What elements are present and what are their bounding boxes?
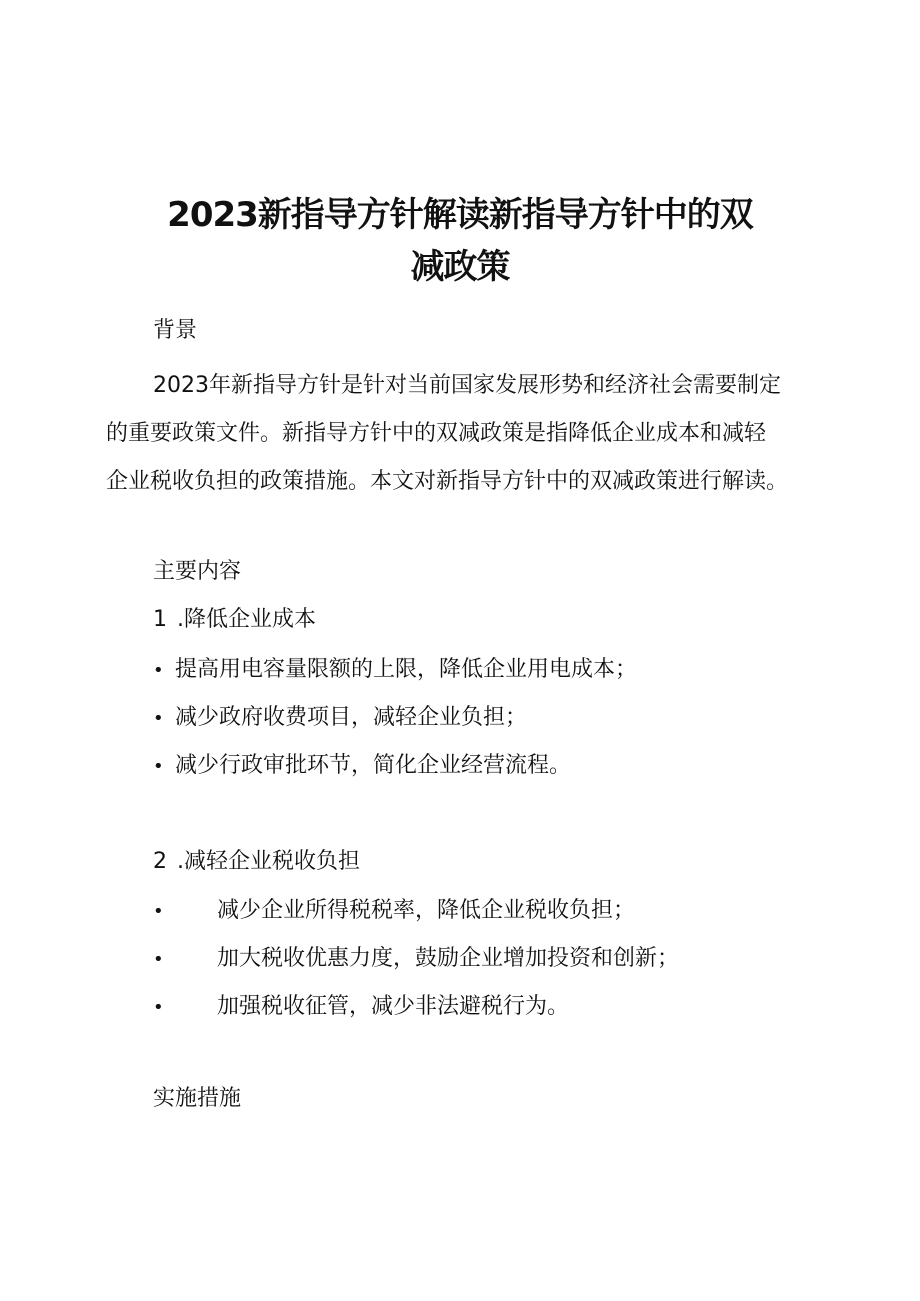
section-1-heading bbox=[153, 605, 316, 635]
background-paragraph bbox=[106, 362, 826, 506]
list-item bbox=[153, 655, 637, 686]
list-item bbox=[153, 944, 679, 975]
list-item bbox=[153, 896, 635, 927]
paragraph-line: 企业税收负担的政策措施。本文对新指导方针中的双减政策进行解读。 bbox=[106, 469, 789, 494]
bullet-icon: • bbox=[153, 660, 164, 681]
bullet-icon: • bbox=[153, 708, 164, 729]
measures-heading: 实施措施 bbox=[153, 1086, 242, 1111]
title-line-2: 减政策 bbox=[410, 246, 510, 287]
list-item-text: 提高用电容量限额的上限，降低企业用电成本； bbox=[175, 657, 638, 682]
section-title: .减轻企业税收负担 bbox=[177, 849, 360, 874]
background-heading: 背景 bbox=[153, 318, 198, 343]
paragraph-line: 2023年新指导方针是针对当前国家发展形势和经济社会需要制定 bbox=[153, 373, 781, 398]
list-item bbox=[153, 703, 527, 734]
section-2-heading bbox=[153, 847, 360, 877]
list-item bbox=[153, 992, 569, 1023]
list-item bbox=[153, 751, 571, 782]
main-content-heading: 主要内容 bbox=[153, 559, 242, 584]
list-item-text: 减少企业所得税税率，降低企业税收负担； bbox=[217, 898, 636, 923]
list-item-text: 加大税收优惠力度，鼓励企业增加投资和创新； bbox=[217, 946, 680, 971]
section-number: 1 bbox=[153, 607, 167, 632]
bullet-icon: • bbox=[153, 949, 164, 970]
list-item-text: 加强税收征管，减少非法避税行为。 bbox=[217, 994, 570, 1019]
section-number: 2 bbox=[153, 849, 167, 874]
title-line-1: 2023新指导方针解读新指导方针中的双 bbox=[167, 194, 753, 235]
list-item-text: 减少政府收费项目，减轻企业负担； bbox=[175, 705, 528, 730]
paragraph-line: 的重要政策文件。新指导方针中的双减政策是指降低企业成本和减轻 bbox=[106, 421, 767, 446]
bullet-icon: • bbox=[153, 901, 164, 922]
bullet-icon: • bbox=[153, 756, 164, 777]
section-title: .降低企业成本 bbox=[177, 607, 316, 632]
list-item-text: 减少行政审批环节，简化企业经营流程。 bbox=[175, 753, 572, 778]
document-title bbox=[100, 189, 820, 293]
bullet-icon: • bbox=[153, 997, 164, 1018]
